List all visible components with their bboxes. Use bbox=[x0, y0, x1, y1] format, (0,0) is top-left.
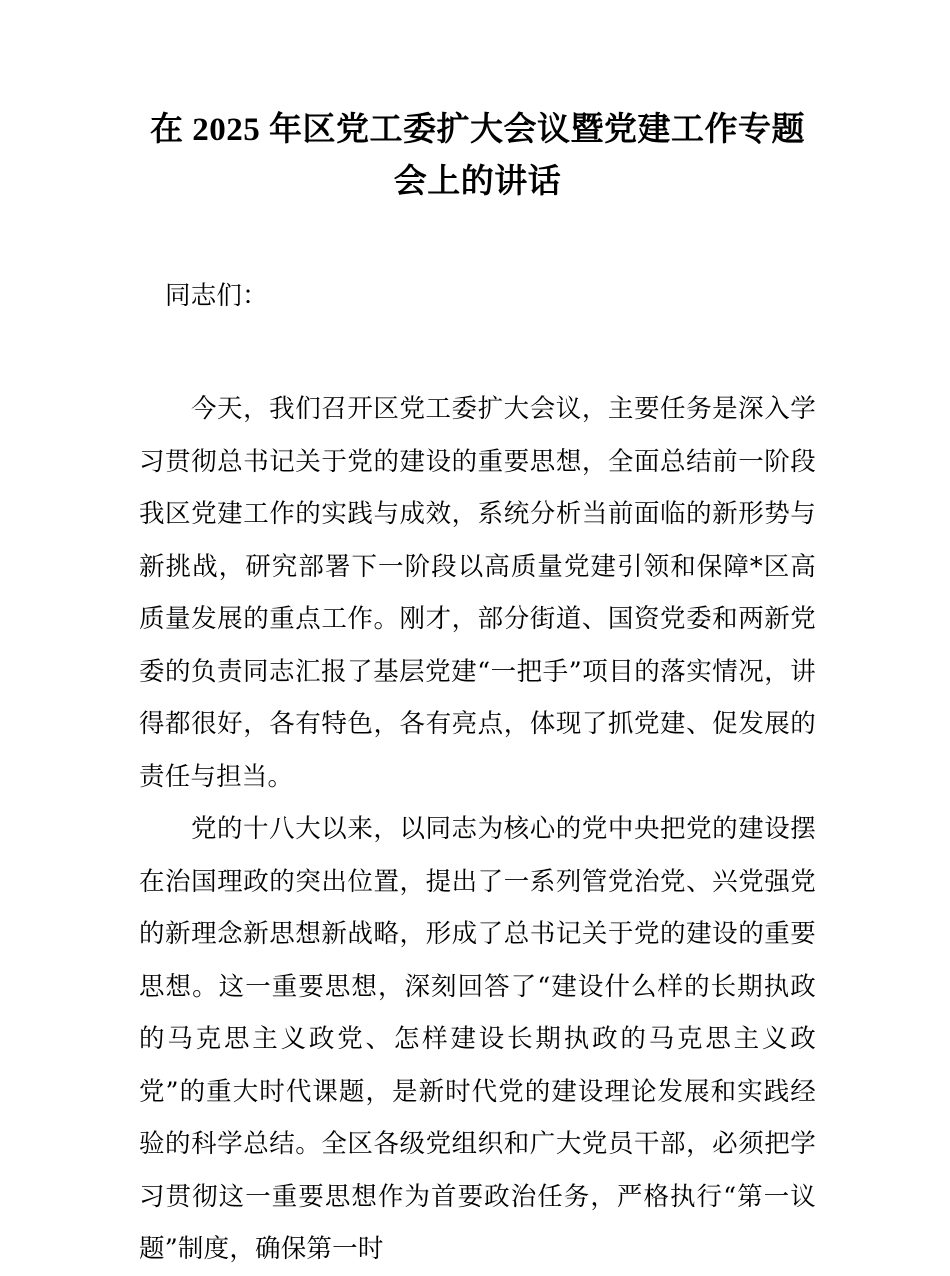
document-body bbox=[139, 270, 816, 1276]
body-paragraph-1: 今天，我们召开区党工委扩大会议，主要任务是深入学习贯彻总书记关于党的建设的重要思想，全面总结前一阶段我区党建工作的实践与成效，系统分析当前面临的新形势与新挑战，研究部署下一阶段以高质量党建引领和保障*区高质量发展的重点工作。刚才，部分街道、国资党委和两新党委的负责同志汇报了基层党建“一把手”项目的落实情况，讲得都很好，各有特色，各有亮点，体现了抓党建、促发展的责任与担当。 bbox=[139, 394, 816, 792]
paragraph-spacer bbox=[139, 331, 816, 384]
body-paragraph-2: 党的十八大以来，以同志为核心的党中央把党的建设摆在治国理政的突出位置，提出了一系列管党治党、兴党强党的新理念新思想新战略，形成了总书记关于党的建设的重要思想。这一重要思想，深刻回答了“建设什么样的长期执政的马克思主义政党、怎样建设长期执政的马克思主义政党”的重大时代课题，是新时代党的建设理论发展和实践经验的科学总结。全区各级党组织和广大党员干部，必须把学习贯彻这一重要思想作为首要政治任务，严格执行“第一议题”制度，确保第一时 bbox=[139, 814, 816, 1264]
page-content-area bbox=[139, 0, 816, 1276]
salutation-line: 同志们： bbox=[165, 281, 268, 311]
page-title bbox=[139, 0, 816, 208]
title-line-2: 会上的讲话 bbox=[393, 164, 562, 200]
title-line-1: 在 2025 年区党工委扩大会议暨党建工作专题 bbox=[150, 112, 805, 148]
